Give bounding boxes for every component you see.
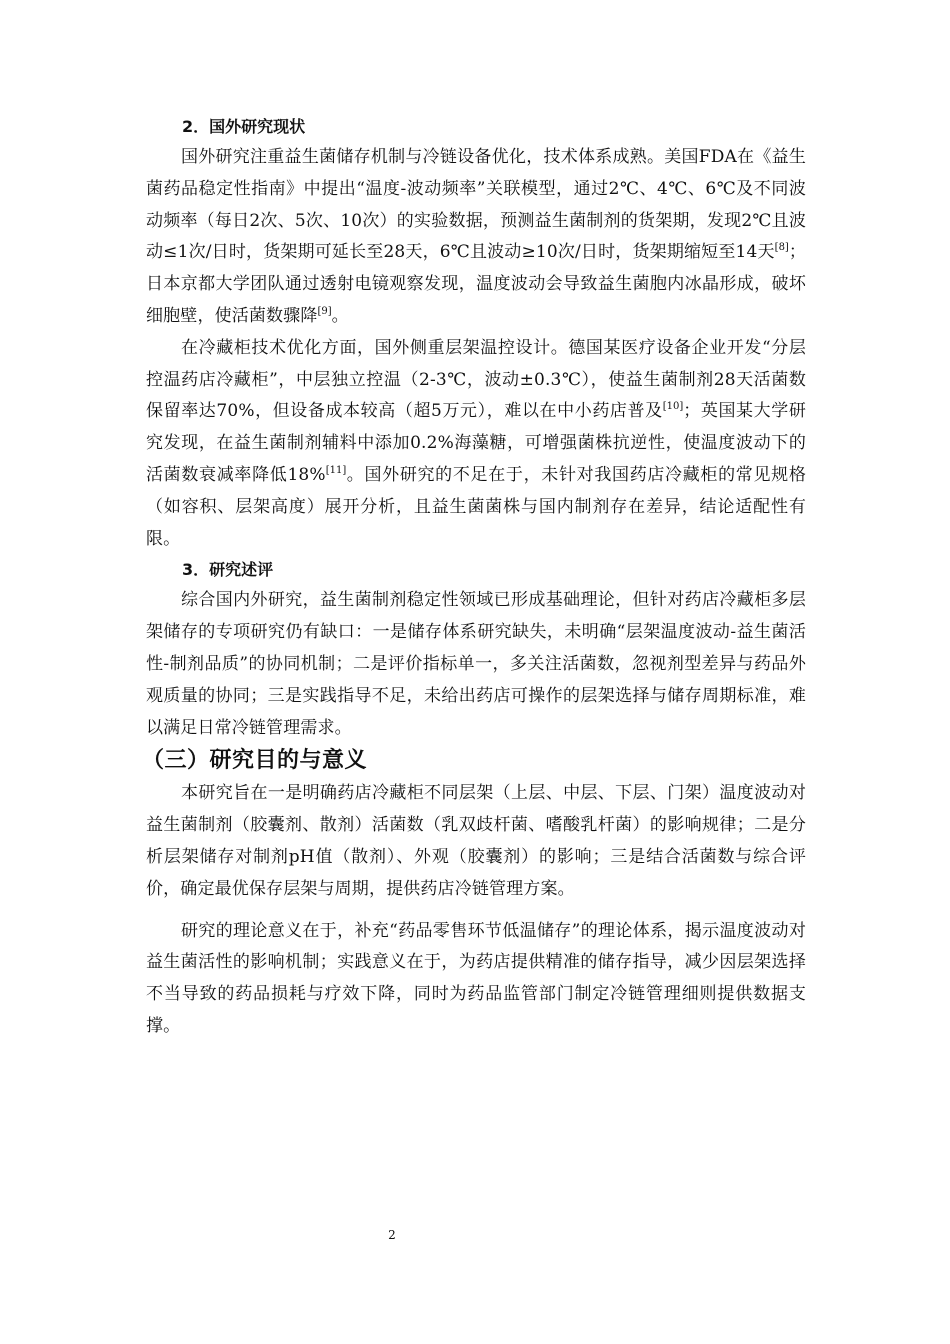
text-run: ；英国某大学研究发现，在益生菌制剂辅料中添加0.2%海藻糖，可增强菌株抗逆性，使温度波动下的活菌数衰减率降低18% (146, 401, 806, 485)
section-heading-review: 3．研究述评 (182, 560, 274, 580)
citation: [10] (662, 401, 684, 413)
citation: [9] (317, 305, 332, 317)
paragraph-purpose-2: 研究的理论意义在于，补充“药品零售环节低温储存”的理论体系，揭示温度波动对益生菌活性的影响机制；实践意义在于，为药店提供精准的储存指导，减少因层架选择不当导致的药品损耗与疗效下降，同时为药品监管部门制定冷链管理细则提供数据支撑。 (146, 920, 806, 1036)
section-heading-purpose: （三）研究目的与意义 (142, 748, 368, 774)
text-run: 。 (331, 305, 349, 326)
paragraph-purpose-1: 本研究旨在一是明确药店冷藏柜不同层架（上层、中层、下层、门架）温度波动对益生菌制剂（胶囊剂、散剂）活菌数（乳双歧杆菌、嗜酸乳杆菌）的影响规律；二是分析层架储存对制剂pH值（散剂）、外观（胶囊剂）的影响；三是结合活菌数与综合评价，确定最优保存层架与周期，提供药店冷链管理方案。 (146, 783, 806, 899)
text-run: ；日本京都大学团队通过透射电镜观察发现，温度波动会导致益生菌胞内冰晶形成，破坏细胞壁，使活菌数骤降 (146, 242, 806, 326)
text-run: 国外研究注重益生菌储存机制与冷链设备优化，技术体系成熟。美国FDA在《益生菌药品稳定性指南》中提出“温度-波动频率”关联模型，通过2℃、4℃、6℃及不同波动频率（每日2次、5次、10次）的实验数据，预测益生菌制剂的货架期，发现2℃且波动≤1次/日时，货架期可延长至28天，6℃且波动≥10次/日时，货架期缩短至14天 (146, 147, 806, 263)
paragraph-review: 综合国内外研究，益生菌制剂稳定性领域已形成基础理论，但针对药店冷藏柜多层架储存的专项研究仍有缺口：一是储存体系研究缺失，未明确“层架温度波动-益生菌活性-制剂品质”的协同机制；二是评价指标单一，多关注活菌数，忽视剂型差异与药品外观质量的协同；三是实践指导不足，未给出药店可操作的层架选择与储存周期标准，难以满足日常冷链管理需求。 (146, 590, 806, 738)
document-body (142, 112, 806, 1043)
paragraph-spacer (146, 906, 806, 916)
section-heading-foreign-status: 2．国外研究现状 (182, 117, 306, 136)
text-run: 。国外研究的不足在于，未针对我国药店冷藏柜的常见规格（如容积、层架高度）展开分析，且益生菌菌株与国内制剂存在差异，结论适配性有限。 (146, 464, 806, 549)
citation: [8] (774, 242, 789, 254)
paragraph-foreign-1 (146, 142, 806, 333)
page-number: 2 (388, 1228, 396, 1242)
citation: [11] (325, 464, 347, 476)
paragraph-foreign-2 (146, 333, 806, 556)
text-run: 在冷藏柜技术优化方面，国外侧重层架温控设计。德国某医疗设备企业开发“分层控温药店冷藏柜”，中层独立控温（2-3℃，波动±0.3℃），使益生菌制剂28天活菌数保留率达70%，但设备成本较高（超5万元），难以在中小药店普及 (146, 337, 806, 422)
